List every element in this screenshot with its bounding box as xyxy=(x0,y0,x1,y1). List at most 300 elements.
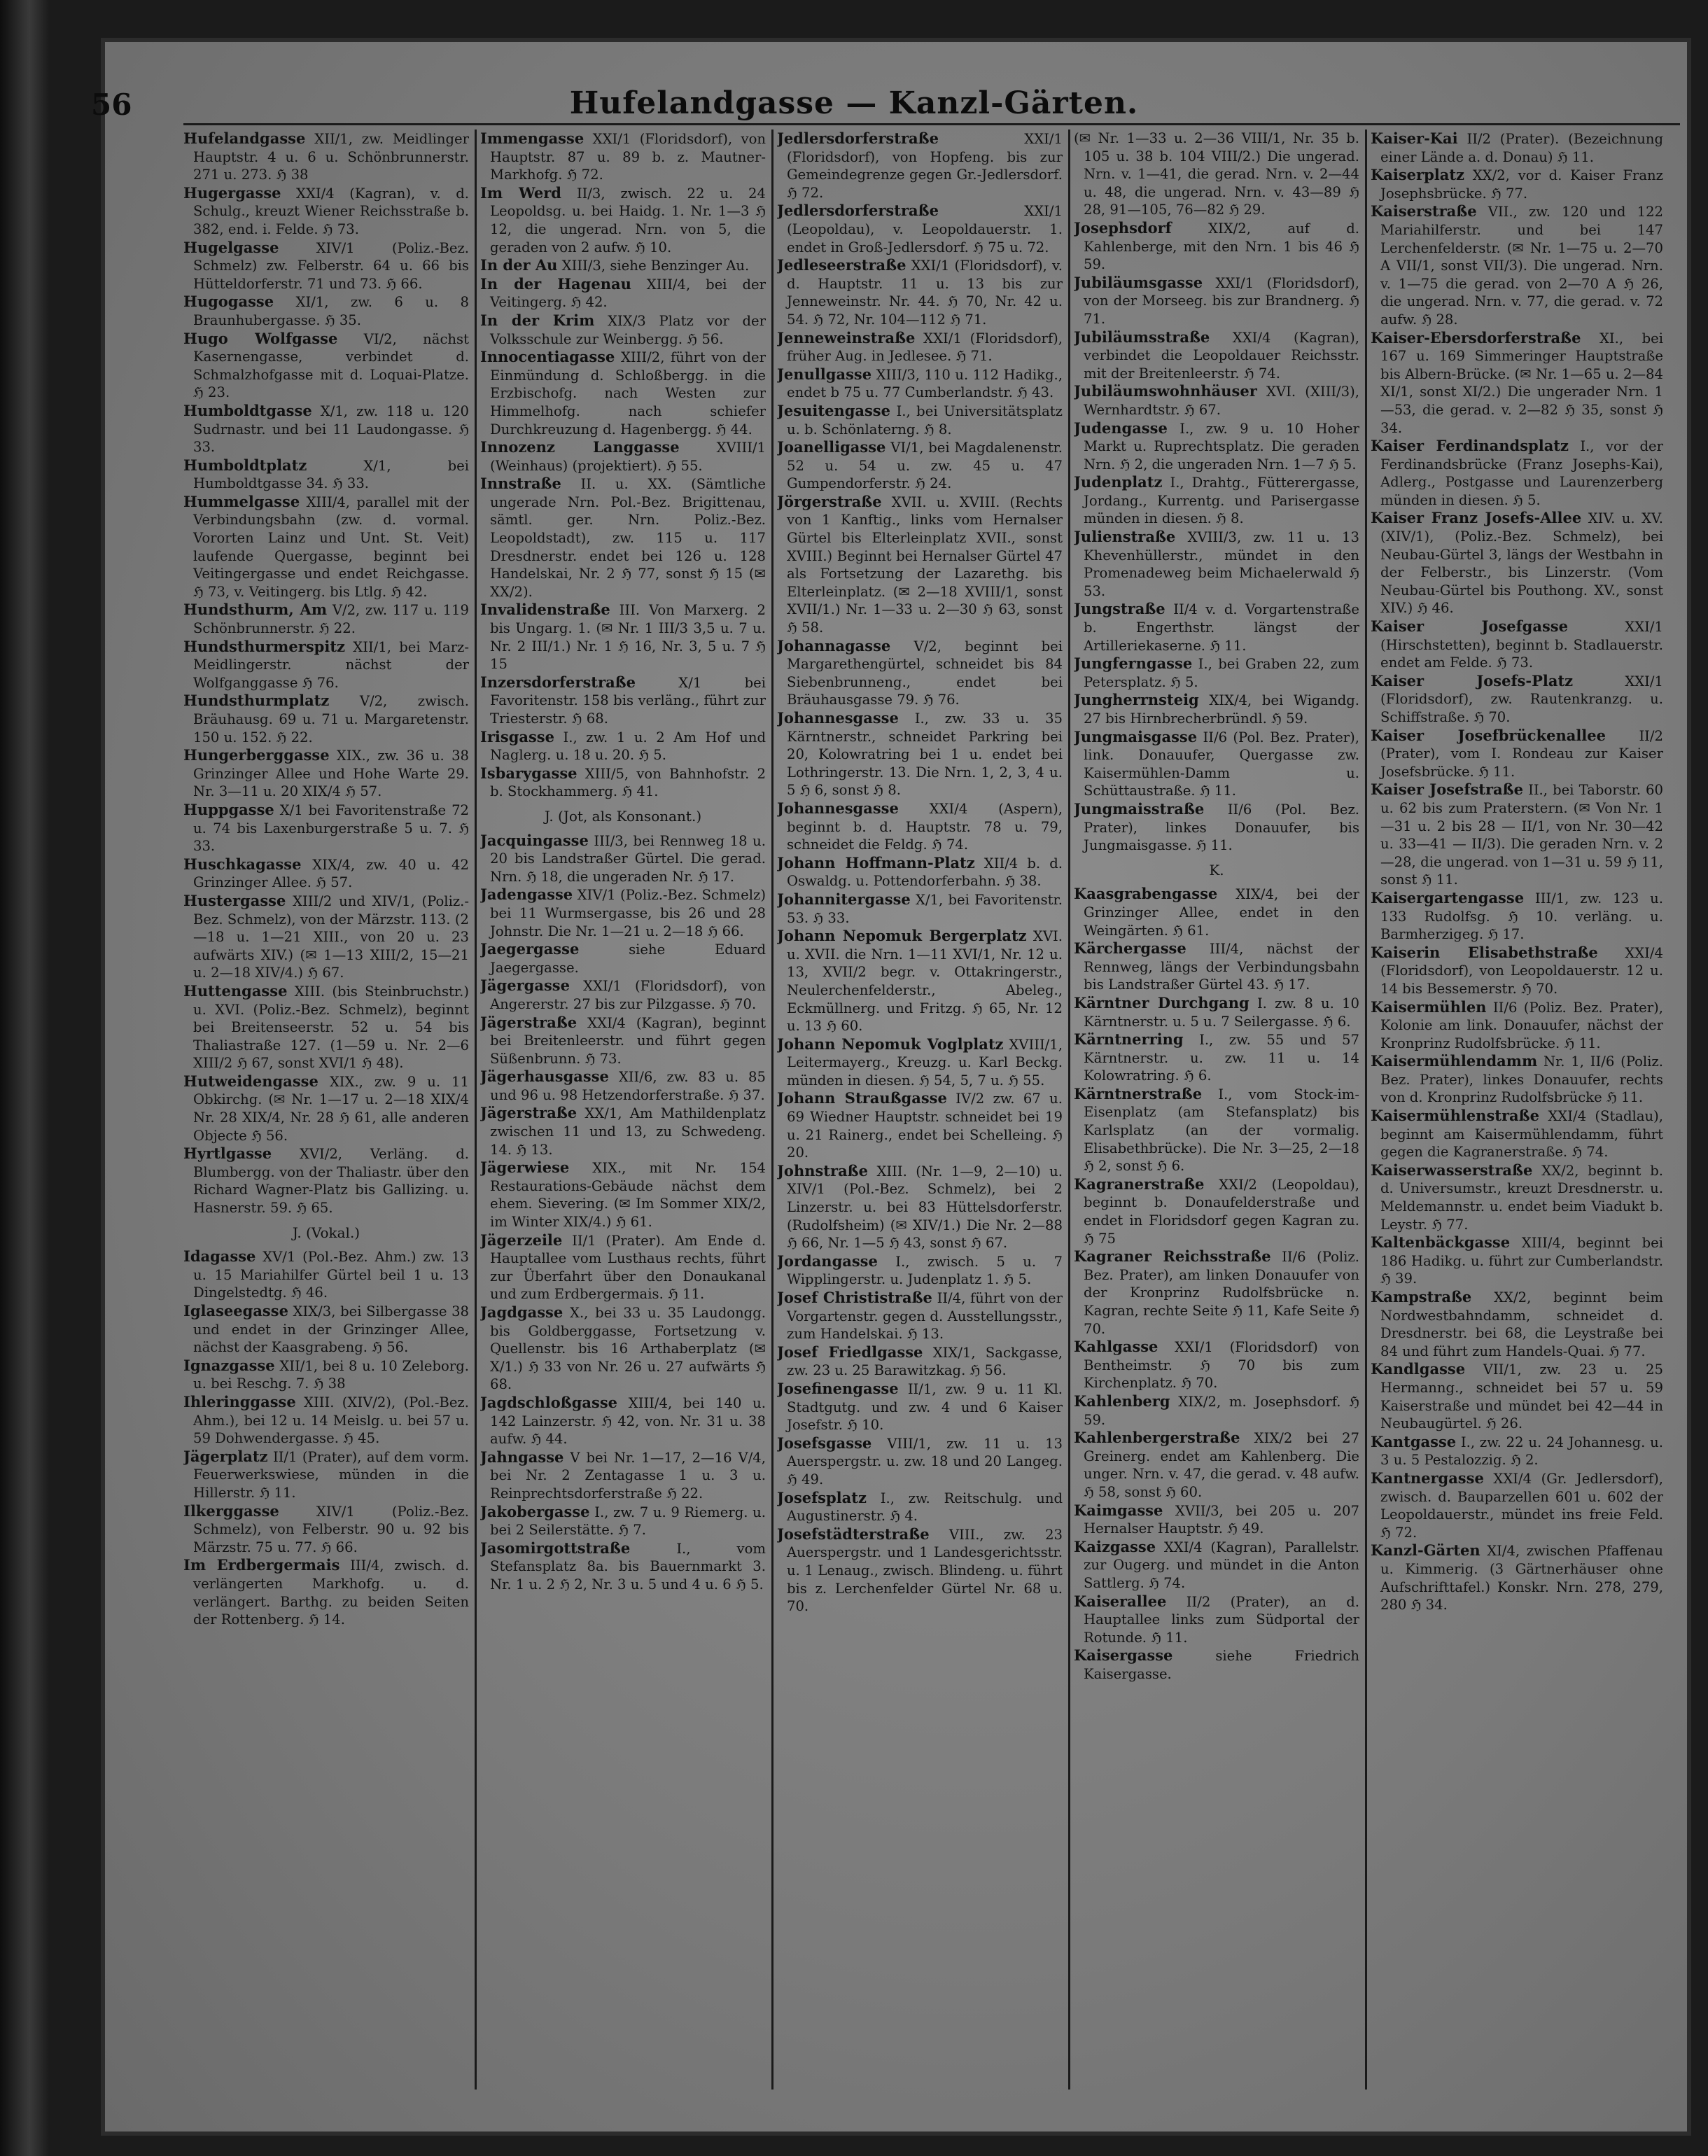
street-name: Kaisermühlen xyxy=(1371,997,1487,1016)
street-details: XIII. (Nr. 1—9, 2—10) u. XIV/1 (Pol.-Bez. Schmelz), bei 2 Linzerstr. u. bei 83 Hüttelsdorferstr. (Rudolfsheim) (✉ XIV/1.) Die Nr. 2—88 ℌ 66, Nr. 1—5 ℌ 43, sonst ℌ 67. xyxy=(787,1163,1063,1252)
directory-entry xyxy=(777,130,1063,202)
street-details: V/2, zwisch. Bräuhausg. 69 u. 71 u. Margaretenstr. 150 u. 152. ℌ 22. xyxy=(193,693,469,746)
street-name: Hugo Wolfgasse xyxy=(183,329,338,347)
section-heading: J. (Vokal.) xyxy=(292,1224,360,1241)
street-details: XXI/1 (Floridsdorf), von Hopfeng. bis zur Gemeindegrenze gegen Gr.-Jedlersdorf. ℌ 72. xyxy=(787,131,1063,201)
directory-entry xyxy=(480,1303,766,1394)
street-name: Jungmaisstraße xyxy=(1074,799,1205,818)
street-details: III/1, zw. 123 u. 133 Rudolfsg. ℌ 10. verläng. u. Barmherzigeg. ℌ 17. xyxy=(1380,890,1663,943)
street-name: Hugergasse xyxy=(183,183,281,202)
directory-entry xyxy=(1371,1161,1663,1233)
directory-entry xyxy=(1371,780,1663,889)
header-rule xyxy=(183,123,1680,125)
directory-entry xyxy=(480,348,766,438)
street-name: Johann Straußgasse xyxy=(777,1089,947,1107)
street-name: Johann Hoffmann-Platz xyxy=(777,853,975,872)
street-details: XX/1, Am Mathildenplatz zwischen 11 und 13, zu Schwedeng. 14. ℌ 13. xyxy=(490,1105,766,1158)
directory-entry xyxy=(1074,728,1359,800)
directory-entry xyxy=(1074,1646,1359,1683)
directory-entry xyxy=(480,1503,766,1539)
directory-entry xyxy=(1371,329,1663,438)
street-name: Hugelgasse xyxy=(183,238,279,256)
street-name: Kantnergasse xyxy=(1371,1469,1484,1487)
directory-entry xyxy=(777,1289,1063,1343)
street-name: Jagdgasse xyxy=(480,1303,564,1321)
street-name: Jägerstraße xyxy=(480,1104,578,1122)
directory-entry xyxy=(777,1489,1063,1525)
street-name: Idagasse xyxy=(183,1247,256,1266)
directory-entry xyxy=(777,1343,1063,1380)
street-details: XXI/4 (Floridsdorf), von Leopoldauerstr. 12 u. 14 bis Bessemerstr. ℌ 70. xyxy=(1380,944,1663,997)
street-details: V/2, beginnt bei Margarethengürtel, schneidet bis 84 Siebenbrunneng., endet bei Bräuhausgasse 79. ℌ 76. xyxy=(787,638,1063,708)
street-name: Jacquingasse xyxy=(480,831,589,849)
street-name: Jedleseerstraße xyxy=(777,256,906,274)
street-name: Kärntnerring xyxy=(1074,1030,1184,1049)
directory-entry xyxy=(480,1448,766,1503)
directory-entry xyxy=(1074,219,1359,274)
street-details: XIX/4, bei der Grinzinger Allee, endet in den Weingärten. ℌ 61. xyxy=(1084,886,1359,939)
directory-entry xyxy=(1371,1469,1663,1541)
street-name: Jedlersdorferstraße xyxy=(777,130,939,147)
street-details: XIX/4, zw. 40 u. 42 Grinzinger Allee. ℌ 57. xyxy=(193,856,469,891)
directory-entry xyxy=(480,886,766,940)
street-name: Jungherrnsteig xyxy=(1074,691,1199,709)
directory-entry xyxy=(183,1556,469,1628)
street-details: XX/2, beginnt beim Nordwestbahndamm, schneidet d. Dresdnerstr. bei 68, die Leystraße bei 84 und führt zum Handels-Quai. ℌ 77. xyxy=(1380,1289,1663,1359)
street-name: Kaiser Franz Josefs-Allee xyxy=(1371,509,1582,527)
street-details: XXI/4 (Gr. Jedlersdorf), zwisch. d. Bauparzellen 601 u. 602 der Leopoldauerstr., mündet ins freie Feld. ℌ 72. xyxy=(1380,1470,1663,1541)
directory-entry xyxy=(777,637,1063,709)
street-name: Josef Christistraße xyxy=(777,1289,932,1306)
street-name: Kaiser Josefgasse xyxy=(1371,617,1568,636)
street-details: XXI/1 (Floridsdorf), von Angererstr. 27 bis zur Pilzgasse. ℌ 70. xyxy=(490,978,766,1012)
directory-entry xyxy=(1074,939,1359,994)
directory-entry xyxy=(480,832,766,886)
street-details: I., Drahtg., Fütterergasse, Jordang., Kurrentg. und Parisergasse münden in diesen. ℌ 8. xyxy=(1084,475,1359,527)
directory-entry xyxy=(1371,1541,1663,1614)
street-details: I., vom Stefansplatz 8a. bis Bauernmarkt 3. Nr. 1 u. 2 ℌ 2, Nr. 3 u. 5 und 4 u. 6 ℌ 5. xyxy=(490,1540,766,1592)
street-name: Jesuitengasse xyxy=(777,401,890,419)
directory-entry xyxy=(1371,1052,1663,1107)
street-details: XIV. u. XV. (XIV/1), (Poliz.-Bez. Schmelz), bei Neubau-Gürtel 3, längs der Westbahn in der Felberstr., bis Linzerstr. (Vom Neubau-Gürtel bis Pouthong. XV., sonst XIV.) ℌ 46. xyxy=(1380,510,1663,617)
street-name: Jakobergasse xyxy=(480,1502,590,1520)
street-name: Kampstraße xyxy=(1371,1288,1472,1306)
directory-entry xyxy=(777,1252,1063,1289)
street-name: Jungferngasse xyxy=(1074,654,1193,673)
street-name: Kaiserplatz xyxy=(1371,166,1464,184)
street-name: Kanzl-Gärten xyxy=(1371,1541,1480,1560)
directory-entry xyxy=(1371,944,1663,998)
street-name: Kaiserallee xyxy=(1074,1592,1167,1610)
street-name: Innozenz Langgasse xyxy=(480,438,680,456)
street-name: Jahngasse xyxy=(480,1448,564,1466)
street-details: I., bei Graben 22, zum Petersplatz. ℌ 5. xyxy=(1084,656,1359,690)
street-details: XI., bei 167 u. 169 Simmeringer Hauptstraße bis Albern-Brücke. (✉ Nr. 1—65 u. 2—84 XI/1, sonst XI/2.) Die ungerader Nrn. 1—53, die gerad. v. 2—82 ℌ 35, sonst ℌ 34. xyxy=(1380,330,1663,436)
street-details: II/6 (Pol. Bez. Prater), linkes Donauufer, bis Jungmaisgasse. ℌ 11. xyxy=(1084,801,1359,854)
street-details: XXI/1 (Floridsdorf), v. d. Hauptstr. 11 u. 13 bis zur Jenneweinstr. Nr. 44. ℌ 70, Nr. 42 u. 54. ℌ 72, Nr. 104—112 ℌ 71. xyxy=(787,258,1063,328)
directory-entry xyxy=(777,1525,1063,1616)
directory-entry xyxy=(777,1089,1063,1161)
street-name: Jubiläumsstraße xyxy=(1074,328,1210,346)
street-details: I., zw. 7 u. 9 Riemerg. u. bei 2 Seilerstätte. ℌ 7. xyxy=(490,1504,766,1539)
directory-entry xyxy=(480,1068,766,1104)
street-details: XIX., zw. 36 u. 38 Grinzinger Allee und Hohe Warte 29. Nr. 3—11 u. 20 XIX/4 ℌ 57. xyxy=(193,748,469,800)
street-details: II/3, zwisch. 22 u. 24 Leopoldsg. u. bei Haidg. 1. Nr. 1—3 ℌ 12, die ungerad. Nrn. von 5, die geraden von 2 aufw. ℌ 10. xyxy=(490,185,766,255)
street-name: Josefinengasse xyxy=(777,1379,899,1397)
directory-entry xyxy=(777,1434,1063,1489)
street-details: X/1 bei Favoritenstr. 158 bis verläng., führt zur Triesterstr. ℌ 68. xyxy=(490,674,766,727)
street-details: I., zw. Reitschulg. und Augustinerstr. ℌ 4. xyxy=(787,1490,1063,1525)
directory-entry xyxy=(1074,528,1359,600)
directory-entry xyxy=(183,184,469,239)
street-name: In der Au xyxy=(480,256,558,274)
street-details: XI/1, zw. 6 u. 8 Braunhubergasse. ℌ 35. xyxy=(193,294,469,328)
street-name: Jadengasse xyxy=(480,886,573,904)
street-name: Josef Friedlgasse xyxy=(777,1343,923,1361)
street-name: Kahlenberg xyxy=(1074,1392,1170,1410)
street-name: Invalidenstraße xyxy=(480,601,610,619)
street-name: Julienstraße xyxy=(1074,528,1176,546)
street-name: Jasomirgottstraße xyxy=(480,1539,631,1557)
street-details: XIX/2 bei 27 Greinerg. endet am Kahlenberg. Die unger. Nrn. v. 47, die gerad. v. 48 aufw. ℌ 58, sonst ℌ 60. xyxy=(1084,1430,1359,1500)
street-name: Ilkerggasse xyxy=(183,1502,279,1520)
street-details: I., zw. 22 u. 24 Johannesg. u. 3 u. 5 Pestalozzig. ℌ 2. xyxy=(1380,1434,1663,1469)
street-details: I., zwisch. 5 u. 7 Wipplingerstr. u. Judenplatz 1. ℌ 5. xyxy=(787,1253,1063,1288)
street-details: XIX., mit Nr. 154 Restaurations-Gebäude nächst dem ehem. Sievering. (✉ Im Sommer XIX/2, im Winter XIX/4.) ℌ 61. xyxy=(490,1160,766,1231)
street-name: Kagranerstraße xyxy=(1074,1175,1205,1193)
street-name: Kaiser Josefbrückenallee xyxy=(1371,726,1606,744)
street-name: Kaiser Josefs-Platz xyxy=(1371,671,1574,690)
street-details: XXI/4 (Kagran), v. d. Schulg., kreuzt Wiener Reichsstraße b. 382, end. i. Felde. ℌ 73. xyxy=(193,185,469,237)
street-details: VI/1, bei Magdalenenstr. 52 u. 54 u. zw. 45 u. 47 Gumpendorferstr. ℌ 24. xyxy=(787,440,1063,492)
street-name: Kaimgasse xyxy=(1074,1501,1163,1519)
street-name: Iglaseegasse xyxy=(183,1302,288,1320)
street-name: Kaiserin Elisabethstraße xyxy=(1371,943,1598,961)
street-name: Kaisermühlendamm xyxy=(1371,1052,1538,1070)
street-name: Humboldtplatz xyxy=(183,456,307,474)
street-name: Innstraße xyxy=(480,475,561,493)
directory-entry xyxy=(1371,1433,1663,1469)
street-name: Inzersdorferstraße xyxy=(480,673,636,691)
directory-entry xyxy=(183,239,469,293)
street-name: Kahlenbergerstraße xyxy=(1074,1429,1240,1447)
street-name: Im Erdbergermais xyxy=(183,1556,340,1574)
street-details: II/2 (Prater), an d. Hauptallee links zum Südportal der Rotunde. ℌ 11. xyxy=(1084,1593,1359,1646)
directory-entry xyxy=(777,1035,1063,1090)
directory-entry xyxy=(777,365,1063,402)
street-name: Hundsthurm, Am xyxy=(183,601,328,619)
street-details: XXI/1 (Leopoldau), v. Leopoldauerstr. 1. endet in Groß-Jedlersdorf. ℌ 75 u. 72. xyxy=(787,203,1063,255)
street-details: II/1, zw. 9 u. 11 Kl. Stadtgutg. und zw. 4 und 6 Kaiser Josefstr. ℌ 10. xyxy=(787,1380,1063,1434)
street-name: Kaisergartengasse xyxy=(1371,888,1525,906)
running-head: Hufelandgasse — Kanzl-Gärten. xyxy=(569,85,1139,121)
street-details: XXI/1 (Floridsdorf), früher Aug. in Jedlesee. ℌ 71. xyxy=(787,330,1063,365)
street-name: Hummelgasse xyxy=(183,492,300,510)
street-details: II/4 v. d. Vorgartenstraße b. Engerthstr. längst der Artilleriekaserne. ℌ 11. xyxy=(1084,601,1359,654)
directory-entry xyxy=(777,927,1063,1035)
directory-entry xyxy=(183,456,469,493)
street-details: XX/2, vor d. Kaiser Franz Josephsbrücke. ℌ 77. xyxy=(1380,167,1663,202)
street-name: Jenullgasse xyxy=(777,365,872,383)
street-details: XIV/1 (Poliz.-Bez. Schmelz), von Felberstr. 90 u. 92 bis Märzstr. 75 u. 77. ℌ 66. xyxy=(193,1503,469,1555)
street-details: Nr. 1, II/6 (Poliz. Bez. Prater), linkes Donauufer, rechts von d. Kronprinz Rudolfsbrücke ℌ 11. xyxy=(1380,1054,1663,1106)
directory-entry xyxy=(777,890,1063,927)
directory-entry xyxy=(183,1302,469,1357)
street-details: III/4, nächst der Rennweg, längs der Verbindungsbahn bis Landstraßer Gürtel 43. ℌ 17. xyxy=(1084,941,1359,993)
street-name: Josefsplatz xyxy=(777,1488,867,1506)
scan-border xyxy=(0,0,49,2156)
directory-entry xyxy=(777,202,1063,256)
directory-entry xyxy=(1371,889,1663,944)
column-2 xyxy=(480,130,766,2090)
directory-entry xyxy=(777,402,1063,438)
directory-entry xyxy=(480,728,766,764)
street-details: II/6 (Poliz. Bez. Prater), am linken Donauufer von der Kronprinz Rudolfsbrücke n. Kagran, rechte Seite ℌ 11, Kafe Seite ℌ 70. xyxy=(1084,1249,1359,1337)
street-name: Jörgerstraße xyxy=(777,492,882,510)
street-name: In der Krim xyxy=(480,311,595,329)
column-rule xyxy=(1068,130,1070,2090)
directory-entry xyxy=(777,854,1063,890)
directory-entry xyxy=(1371,1360,1663,1432)
street-name: Ignazgasse xyxy=(183,1356,275,1374)
street-name: Josefsgasse xyxy=(777,1434,872,1452)
directory-entry xyxy=(480,275,766,312)
street-details: XXI/4 (Kagran), verbindet die Leopoldauer Reichsstr. mit der Breitenleerstr. ℌ 74. xyxy=(1084,329,1359,382)
directory-entry xyxy=(480,184,766,256)
street-name: Johann Nepomuk Voglplatz xyxy=(777,1035,1004,1053)
street-details: XVIII/1, Leitermayerg., Kreuzg. u. Karl Beckg. münden in diesen. ℌ 54, 5, 7 u. ℌ 55. xyxy=(787,1036,1063,1088)
directory-entry xyxy=(183,1357,469,1393)
directory-entry xyxy=(1074,1592,1359,1647)
street-name: In der Hagenau xyxy=(480,274,631,293)
street-name: Jubiläumsgasse xyxy=(1074,273,1203,291)
street-details: XIII. (XIV/2), (Pol.-Bez. Ahm.), bei 12 u. 14 Meislg. u. bei 57 u. 59 Dohwendergasse. ℌ 45. xyxy=(193,1394,469,1447)
directory-entry xyxy=(1074,274,1359,328)
street-details: XII/6, zw. 83 u. 85 und 96 u. 98 Hetzendorferstraße. ℌ 37. xyxy=(490,1069,766,1103)
street-details: XIII/4, bei 140 u. 142 Lainzerstr. ℌ 42, von. Nr. 31 u. 38 aufw. ℌ 44. xyxy=(490,1394,766,1448)
column-rule xyxy=(771,130,774,2090)
street-details: I., zw. 55 und 57 Kärntnerstr. u. zw. 11 u. 14 Kolowratring. ℌ 6. xyxy=(1084,1032,1359,1084)
street-details: XIII. (bis Steinbruchstr.) u. XVI. (Poliz.-Bez. Schmelz), beginnt bei Breitenseerstr. 52 u. 54 bis Thaliastraße 127. (1—59 u. Nr. 2—6 XIII/2 ℌ 67, sonst XVI/1 ℌ 48). xyxy=(193,983,469,1072)
directory-entry xyxy=(1371,1233,1663,1288)
street-details: I., vom Stock-im-Eisenplatz (am Stefansplatz) bis Karlsplatz (an der vormalig. Elisabethbrücke). Die Nr. 3—25, 2—18 ℌ 2, sonst ℌ 6. xyxy=(1084,1086,1359,1175)
directory-entry xyxy=(1371,202,1663,328)
street-details: II/4, führt von der Vorgartenstr. gegen d. Ausstellungsstr., zum Handelskai. ℌ 13. xyxy=(787,1290,1063,1343)
street-name: Isbarygasse xyxy=(480,764,578,782)
directory-entry xyxy=(480,475,766,601)
directory-entry xyxy=(480,601,766,673)
street-details: IV/2 zw. 67 u. 69 Wiedner Hauptstr. schneidet bei 19 u. 21 Rainerg., endet bei Schelleing. ℌ 20. xyxy=(787,1091,1063,1161)
street-details: X/1 bei Favoritenstraße 72 u. 74 bis Laxenburgerstraße 5 u. 7. ℌ 33. xyxy=(193,802,469,855)
directory-entry xyxy=(183,1072,469,1144)
street-name: Josefstädterstraße xyxy=(777,1525,930,1543)
street-name: Hufelandgasse xyxy=(183,130,306,147)
street-name: Jägerzeile xyxy=(480,1231,563,1249)
street-details: XVII/3, bei 205 u. 207 Hernalser Hauptstr. ℌ 49. xyxy=(1084,1502,1359,1537)
street-name: Jordangasse xyxy=(777,1252,878,1270)
directory-entry xyxy=(183,1502,469,1557)
street-name: Kaiserstraße xyxy=(1371,202,1477,220)
street-name: Judengasse xyxy=(1074,419,1168,437)
street-details: XIX/4, bei Wigandg. 27 bis Hirnbrecherbründl. ℌ 59. xyxy=(1084,692,1359,727)
directory-entry xyxy=(183,692,469,746)
directory-entry xyxy=(480,940,766,976)
directory-entry xyxy=(1074,1175,1359,1247)
street-name: Jägerwiese xyxy=(480,1158,570,1177)
directory-entry xyxy=(480,438,766,475)
street-name: Kaiser-Ebersdorferstraße xyxy=(1371,328,1581,346)
directory-entry xyxy=(183,1393,469,1448)
directory-entry xyxy=(1074,600,1359,654)
section-heading: K. xyxy=(1209,861,1224,878)
directory-entry xyxy=(777,493,1063,637)
directory-entry xyxy=(1074,1429,1359,1501)
street-details: II/1 (Prater). Am Ende d. Hauptallee vom Lusthaus rechts, führt zur Überfahrt über den Donaukanal und zum Erdbergermais. ℌ 11. xyxy=(490,1232,766,1303)
directory-entry xyxy=(1074,328,1359,383)
directory-entry xyxy=(183,801,469,855)
street-details: II/6 (Pol. Bez. Prater), link. Donauufer, Quergasse zw. Kaisermühlen-Damm u. Schüttaustraße. ℌ 11. xyxy=(1084,729,1359,799)
street-name: Im Werd xyxy=(480,183,561,202)
street-details: XXI/4 (Kagran), beginnt bei Breitenleerstr. und führt gegen Süßenbrunn. ℌ 73. xyxy=(490,1014,766,1067)
directory-entry xyxy=(777,799,1063,854)
street-name: Johnstraße xyxy=(777,1161,868,1180)
street-details: XI/4, zwischen Pfaffenau u. Kimmerig. (3 Gärtnerhäuser ohne Aufschrifttafel.) Konskr. Nrn. 278, 279, 280 ℌ 34. xyxy=(1380,1543,1663,1614)
directory-entry xyxy=(777,438,1063,493)
street-name: Josephsdorf xyxy=(1074,218,1172,237)
street-details: XXI/4 (Aspern), beginnt b. d. Hauptstr. 78 u. 79, schneidet die Feldg. ℌ 74. xyxy=(787,800,1063,853)
street-details: XIII/4, bei der Veitingerg. ℌ 42. xyxy=(490,276,766,311)
street-name: Kaltenbäckgasse xyxy=(1371,1233,1511,1252)
street-details: XXI/2 (Leopoldau), beginnt b. Donaufelderstraße und endet in Floridsdorf gegen Kagran zu. ℌ 75 xyxy=(1084,1176,1359,1247)
street-name: Johannitergasse xyxy=(777,890,911,908)
street-details: XIII/3, 110 u. 112 Hadikg., endet b 75 u. 77 Cumberlandstr. ℌ 43. xyxy=(787,366,1063,401)
directory-entry xyxy=(777,1162,1063,1252)
street-details: XVII. u. XVIII. (Rechts von 1 Kanftig., links vom Hernalser Gürtel bis Elterleinplatz XVII., sonst XVIII.) Beginnt bei Hernalser Gürtel 47 als Fortsetzung der Lazarethg. bis Elterleinplatz. (✉ 2—18 XVIII/1, sonst XVII/1.) Nr. 1—33 u. 2—30 ℌ 63, sonst ℌ 58. xyxy=(787,493,1063,636)
street-details: I., vor der Ferdinandsbrücke (Franz Josephs-Kai), Adlerg., Postgasse und Laurenzerberg münden in diesen. ℌ 5. xyxy=(1380,438,1663,508)
street-name: Innocentiagasse xyxy=(480,348,615,366)
street-details: X/1, zw. 118 u. 120 Sudrnastr. und bei 11 Laudongasse. ℌ 33. xyxy=(193,402,469,456)
directory-entry xyxy=(183,892,469,982)
column-rule xyxy=(475,130,477,2090)
street-details: VIII/1, zw. 11 u. 13 Auerspergstr. u. zw. 18 und 20 Langeg. ℌ 49. xyxy=(787,1435,1063,1488)
directory-entry xyxy=(1074,130,1359,219)
street-name: Hugogasse xyxy=(183,293,274,311)
street-name: Jägerhausgasse xyxy=(480,1068,609,1086)
street-details: III/3, bei Rennweg 18 u. 20 bis Landstraßer Gürtel. Die gerad. Nrn. ℌ 18, die ungeraden Nr. ℌ 17. xyxy=(490,832,766,885)
street-details: I. zw. 8 u. 10 Kärntnerstr. u. 5 u. 7 Seilergasse. ℌ 6. xyxy=(1084,995,1359,1030)
directory-entry xyxy=(777,709,1063,799)
directory-entry xyxy=(1371,130,1663,166)
street-details: XIX/2, m. Josephsdorf. ℌ 59. xyxy=(1084,1393,1359,1428)
section-heading: J. (Jot, als Konsonant.) xyxy=(544,807,702,825)
street-details: X., bei 33 u. 35 Laudongg. bis Goldberggasse, Fortsetzung v. Quellenstr. bis 16 Arthaberplatz (✉ X/1.) ℌ 33 von Nr. 26 u. 27 aufwärts ℌ 68. xyxy=(490,1305,766,1393)
street-name: Jägerplatz xyxy=(183,1447,268,1465)
directory-entry xyxy=(183,402,469,456)
street-details: XXI/1 (Floridsdorf) von Bentheimstr. ℌ 70 bis zum Kirchenplatz. ℌ 70. xyxy=(1084,1339,1359,1392)
directory-entry xyxy=(1074,654,1359,691)
page-number: 56 xyxy=(91,88,132,122)
street-details: XIX., zw. 9 u. 11 Obkirchg. (✉ Nr. 1—17 u. 2—18 XIX/4 Nr. 28 XIX/4, Nr. 28 ℌ 61, alle anderen Objecte ℌ 56. xyxy=(193,1073,469,1144)
directory-entry xyxy=(183,130,469,184)
street-name: Jenneweinstraße xyxy=(777,328,916,346)
directory-entry xyxy=(480,1104,766,1158)
directory-entry xyxy=(480,764,766,801)
street-details: XXI/1 (Floridsdorf), von der Morseeg. bis zur Brandnerg. ℌ 71. xyxy=(1084,274,1359,327)
directory-entry xyxy=(777,329,1063,365)
directory-entry xyxy=(480,130,766,184)
street-name: Hungerberggasse xyxy=(183,746,330,764)
directory-entry xyxy=(1074,1392,1359,1429)
street-name: Hyrtlgasse xyxy=(183,1144,272,1163)
street-details: III. Von Marxerg. 2 bis Ungarg. 1. (✉ Nr. 1 III/3 3,5 u. 7 u. Nr. 2 III/1.) Nr. 1 ℌ 16, Nr. 3, 5 u. 7 ℌ 15 xyxy=(490,602,766,673)
directory-entry xyxy=(183,1247,469,1302)
directory-entry xyxy=(183,293,469,329)
street-details: II/6 (Poliz. Bez. Prater), Kolonie am link. Donauufer, nächst der Kronprinz Rudolfsbrücke. ℌ 11. xyxy=(1380,999,1663,1051)
directory-entry xyxy=(1074,994,1359,1030)
street-details: VIII., zw. 23 Auerspergstr. und 1 Landesgerichtsstr. u. 1 Lenaug., zwisch. Blindeng. u. führt bis z. Lerchenfelder Gürtel Nr. 68 u. 70. xyxy=(787,1526,1063,1615)
street-details: XVIII/3, zw. 11 u. 13 Khevenhüllerstr., mündet in den Promenadeweg beim Michaelerwald ℌ 53. xyxy=(1084,529,1359,599)
directory-entry xyxy=(1371,509,1663,617)
street-name: Judenplatz xyxy=(1074,473,1163,491)
street-details: XXI/1 (Floridsdorf), von Hauptstr. 87 u. 89 b. z. Mautner-Markhofg. ℌ 72. xyxy=(490,131,766,183)
street-details: XII/1, zw. Meidlinger Hauptstr. 4 u. 6 u. Schönbrunnerstr. 271 u. 273. ℌ 38 xyxy=(193,131,469,183)
street-details: VII., zw. 120 und 122 Mariahilferstr. und bei 147 Lerchenfelderstr. (✉ Nr. 1—75 u. 2—70 A VII/1, sonst VII/3). Die ungerad. Nrn. v. 1—75 die gerad. von 2—70 A ℌ 26, die ungerad. Nrn. v. 77, die gerad. v. 72 aufw. ℌ 28. xyxy=(1380,204,1663,328)
directory-entry xyxy=(480,312,766,348)
directory-entry xyxy=(1371,437,1663,509)
directory-entry xyxy=(480,673,766,728)
street-details: III/4, zwisch. d. verlängerten Markhofg. u. d. verlängert. Barthg. zu beiden Seiten der Rottenberg. ℌ 14. xyxy=(193,1558,469,1628)
street-details: XVI. u. XVII. die Nrn. 1—11 XVI/1, Nr. 12 u. 13, XVII/2 begr. v. Ottakringerstr., Neulerchenfelderstr., Abeleg., Eckmüllnerg. und Fritzg. ℌ 65, Nr. 12 u. 13 ℌ 60. xyxy=(787,928,1063,1035)
street-details: XIX/1, Sackgasse, zw. 23 u. 25 Barawitzkag. ℌ 56. xyxy=(787,1344,1063,1379)
street-details: X/1, bei Humboldtgasse 34. ℌ 33. xyxy=(193,457,469,492)
directory-entry xyxy=(183,601,469,637)
directory-entry xyxy=(1074,691,1359,727)
directory-entry xyxy=(1371,672,1663,727)
column-3 xyxy=(777,130,1063,2090)
street-details: I., zw. 1 u. 2 Am Hof und Naglerg. u. 18 u. 20. ℌ 5. xyxy=(490,729,766,764)
directory-entry xyxy=(183,855,469,892)
directory-entry xyxy=(1074,382,1359,419)
column-rule xyxy=(1365,130,1367,2090)
directory-entry xyxy=(1074,800,1359,855)
street-name: Kaasgrabengasse xyxy=(1074,885,1218,903)
directory-entry xyxy=(183,746,469,801)
directory-entry xyxy=(777,256,1063,328)
street-name: Kandlgasse xyxy=(1371,1360,1466,1378)
directory-entry xyxy=(1371,1107,1663,1161)
street-name: Johannesgasse xyxy=(777,709,899,727)
street-name: Huttengasse xyxy=(183,981,288,1000)
street-details: II/2 (Prater). (Bezeichnung einer Lände a. d. Donau) ℌ 11. xyxy=(1380,131,1663,165)
street-name: Johannagasse xyxy=(777,636,891,654)
street-name: Joanelligasse xyxy=(777,438,886,456)
street-name: Kärntnerstraße xyxy=(1074,1084,1203,1102)
column-5 xyxy=(1371,130,1663,2090)
street-details: II., bei Taborstr. 60 u. 62 bis zum Praterstern. (✉ Von Nr. 1—31 u. 2 bis 28 — II/1, von Nr. 30—42 u. 33—41 — II/3). Die geraden Nrn. v. 2—28, die ungerad. von 1—31 u. 59 ℌ 11, sonst ℌ 11. xyxy=(1380,782,1663,888)
directory-entry xyxy=(1074,1502,1359,1538)
street-name: Johann Nepomuk Bergerplatz xyxy=(777,927,1027,945)
street-details: XIII/4, beginnt bei 186 Hadikg. u. führt zur Cumberlandstr. ℌ 39. xyxy=(1380,1235,1663,1287)
street-name: Kärchergasse xyxy=(1074,939,1186,958)
directory-entry xyxy=(183,493,469,601)
directory-entry xyxy=(1074,1030,1359,1085)
street-details: V/2, zw. 117 u. 119 Schönbrunnerstr. ℌ 22. xyxy=(193,602,469,637)
street-name: Hustergasse xyxy=(183,891,286,909)
directory-entry xyxy=(183,1144,469,1217)
directory-entry xyxy=(1074,419,1359,474)
street-details: XII/4 b. d. Oswaldg. u. Pottendorferbahn. ℌ 38. xyxy=(787,855,1063,890)
directory-entry xyxy=(1371,998,1663,1053)
